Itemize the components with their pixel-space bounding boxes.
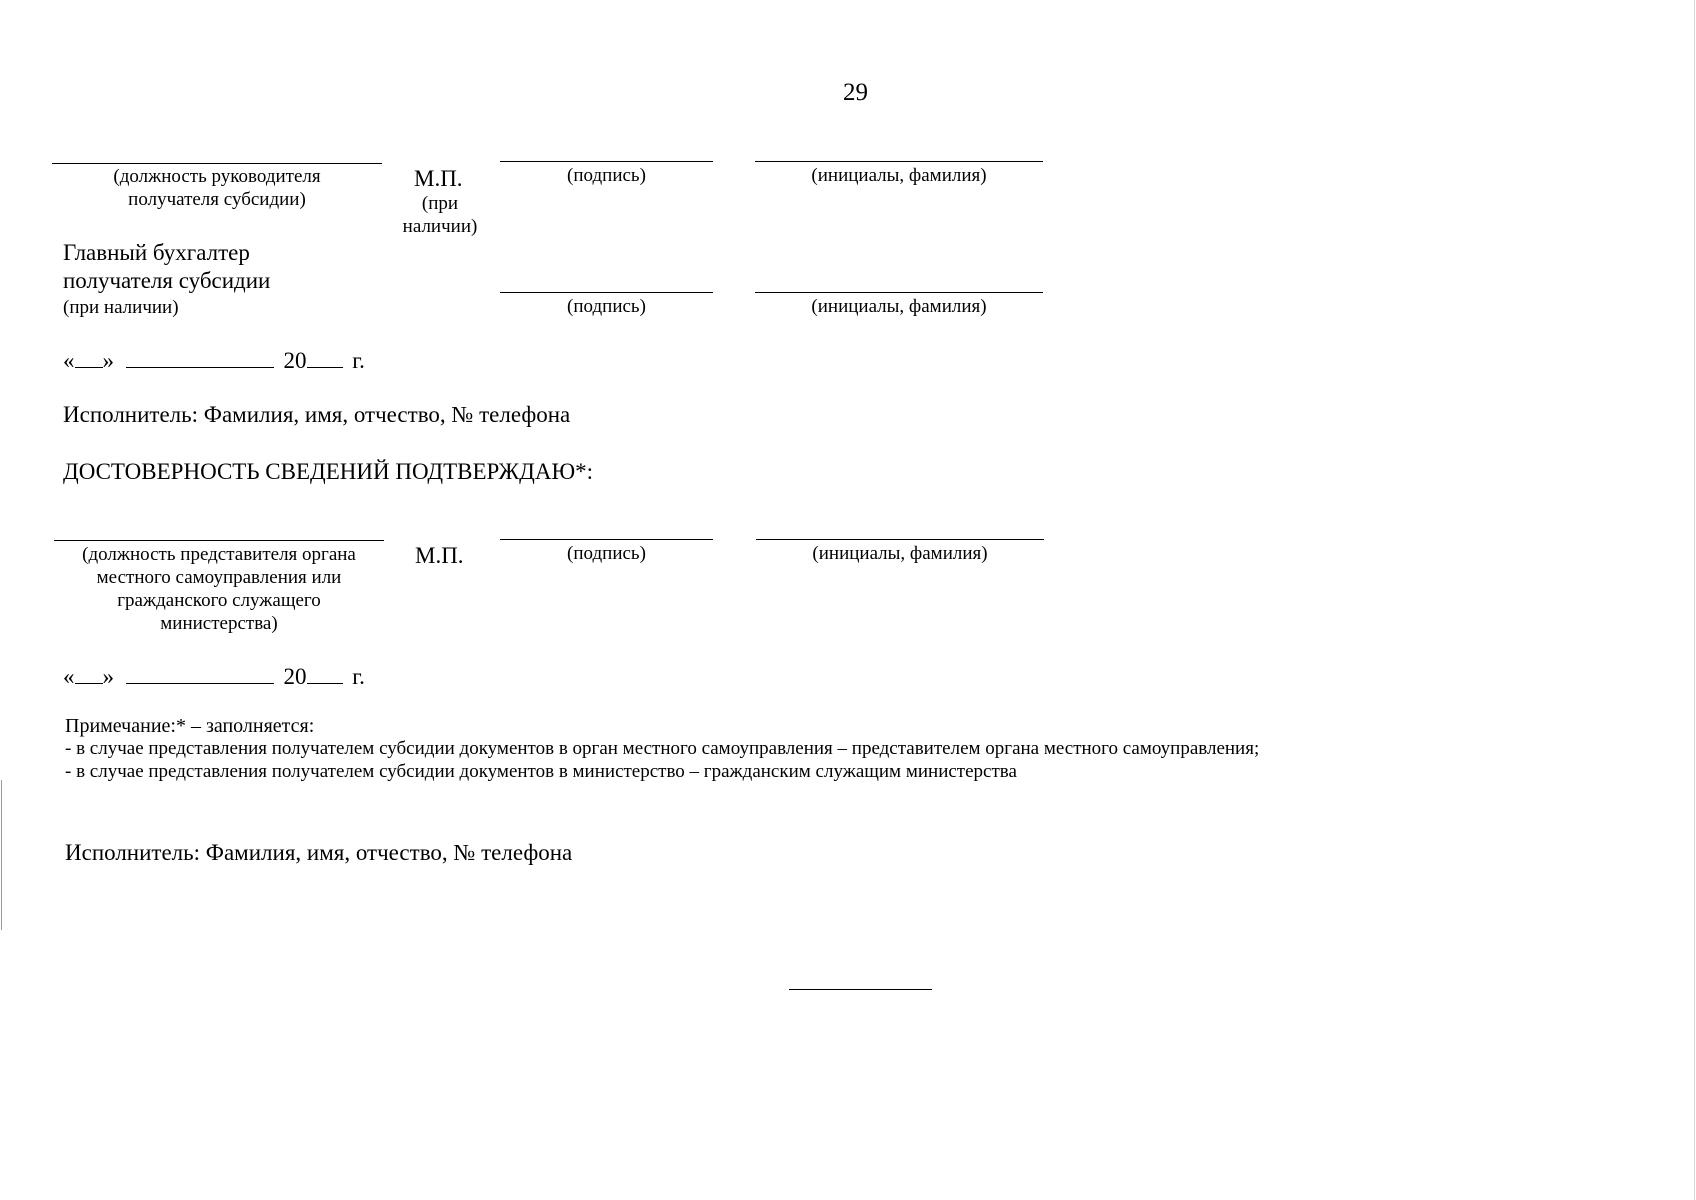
- representative-position-caption: [54, 543, 384, 635]
- rep-caption-line-2: местного самоуправления или: [96, 567, 342, 588]
- note-item-2: - в случае представления получателем субсидии документов в министерство – гражданским служащим министерства: [65, 761, 1017, 782]
- accountant-title-2: получателя субсидии: [63, 268, 271, 293]
- name-line: [755, 161, 1043, 162]
- date2-open-quote: «: [63, 664, 75, 689]
- accountant-signature-caption: (подпись): [567, 296, 646, 317]
- scan-edge-left: [1, 780, 2, 930]
- date-row: [63, 347, 365, 375]
- name-caption: (инициалы, фамилия): [811, 165, 987, 186]
- date-open-quote: «: [63, 348, 75, 373]
- year-suffix-2: г.: [352, 664, 365, 689]
- day-blank-2: [75, 663, 103, 684]
- date-row-2: [63, 663, 365, 691]
- year-blank-2: [307, 663, 343, 684]
- representative-stamp-label: М.П.: [415, 543, 464, 568]
- note-title: Примечание:* – заполняется:: [65, 715, 315, 737]
- accountant-signature-line: [500, 292, 713, 293]
- page-number: 29: [843, 79, 868, 106]
- rep-caption-line-3: гражданского служащего: [117, 590, 321, 611]
- rep-caption-line-4: министерства): [160, 613, 278, 634]
- accountant-name-line: [755, 292, 1043, 293]
- stamp-note-line-2: наличии): [402, 216, 478, 237]
- year-prefix-2: 20: [283, 664, 307, 689]
- accountant-name-caption: (инициалы, фамилия): [811, 296, 987, 317]
- position-line: [52, 163, 382, 164]
- year-suffix: г.: [352, 348, 365, 373]
- executor-line-2: Исполнитель: Фамилия, имя, отчество, № телефона: [65, 840, 573, 865]
- date-close-quote: »: [102, 348, 114, 373]
- date2-close-quote: »: [102, 664, 114, 689]
- confirmation-heading: ДОСТОВЕРНОСТЬ СВЕДЕНИЙ ПОДТВЕРЖДАЮ*:: [63, 459, 593, 484]
- month-blank-2: [126, 663, 274, 684]
- note-item-1: - в случае представления получателем субсидии документов в орган местного самоуправления – представителем органа местного самоуправления;: [65, 738, 1260, 759]
- position-caption-line-1: (должность руководителя: [113, 166, 321, 187]
- executor-line: Исполнитель: Фамилия, имя, отчество, № телефона: [63, 402, 571, 427]
- representative-position-line: [54, 540, 384, 541]
- year-prefix: 20: [283, 348, 307, 373]
- stamp-note-line-1: (при: [421, 193, 459, 214]
- representative-signature-caption: (подпись): [567, 543, 646, 564]
- representative-name-line: [756, 539, 1044, 540]
- representative-signature-line: [500, 539, 713, 540]
- stamp-note: [390, 192, 490, 238]
- position-caption-line-2: получателя субсидии): [128, 189, 306, 210]
- accountant-note: (при наличии): [63, 297, 179, 318]
- year-blank: [307, 347, 343, 368]
- day-blank: [75, 347, 103, 368]
- signature-line: [500, 161, 713, 162]
- accountant-title-1: Главный бухгалтер: [63, 240, 250, 265]
- end-rule: [789, 989, 932, 990]
- signature-caption: (подпись): [567, 165, 646, 186]
- position-caption: [52, 165, 382, 211]
- month-blank: [126, 347, 274, 368]
- stamp-label: М.П.: [414, 166, 463, 191]
- rep-caption-line-1: (должность представителя органа: [82, 544, 356, 565]
- representative-name-caption: (инициалы, фамилия): [812, 543, 988, 564]
- scan-edge-right: [1694, 0, 1695, 1200]
